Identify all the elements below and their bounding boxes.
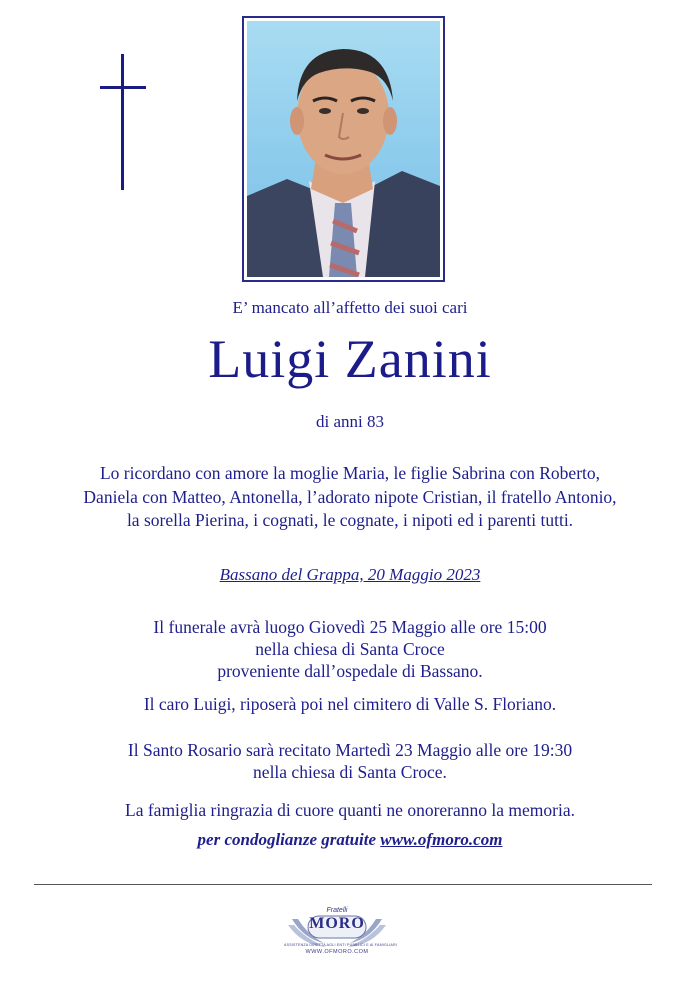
thanks-text: La famiglia ringrazia di cuore quanti ne onoreranno la memoria. [125,800,575,820]
family-line: Lo ricordano con amore la moglie Maria, le figlie Sabrina con Roberto, [99,463,601,483]
logo-top-text: Fratelli [326,907,348,914]
funeral-paragraph [0,616,700,682]
funeral-line: proveniente dall’ospedale di Bassano. [217,661,483,681]
condolences-link[interactable]: www.ofmoro.com [380,830,503,849]
company-logo [284,905,397,961]
logo-brand-text: MORO [309,915,365,932]
family-paragraph [0,462,700,533]
rosary-line: nella chiesa di Santa Croce. [253,762,447,782]
divider [34,884,652,885]
deceased-name: Luigi Zanini [208,329,492,389]
condolences-prefix: per condoglianze gratuite [197,830,377,849]
family-line: la sorella Pierina, i cognati, le cognate, i nipoti ed i parenti tutti. [126,510,574,530]
funeral-line: Il funerale avrà luogo Giovedì 25 Maggio alle ore 15:00 [153,617,547,637]
intro-text: E’ mancato all’affetto dei suoi cari [232,298,468,317]
place-date-text: Bassano del Grappa, 20 Maggio 2023 [219,565,481,584]
age-text: di anni 83 [316,412,384,431]
rosary-paragraph [0,739,700,783]
logo-sub-text: ASSISTENZA DIRETTA AGLI ENTI PUBBLICI E AI FAMIGLIARI [284,943,397,947]
family-line: Daniela con Matteo, Antonella, l’adorato nipote Cristian, il fratello Antonio, [83,486,617,507]
logo-url-text: WWW.OFMORO.COM [305,949,369,955]
condolences-line [0,830,700,850]
cross-icon [100,54,146,190]
burial-text: Il caro Luigi, riposerà poi nel cimitero di Valle S. Floriano. [143,694,557,714]
portrait-photo [242,16,445,282]
funeral-line: nella chiesa di Santa Croce [255,639,445,659]
rosary-line: Il Santo Rosario sarà recitato Martedì 23 Maggio alle ore 19:30 [127,740,573,760]
place-date [0,565,700,585]
